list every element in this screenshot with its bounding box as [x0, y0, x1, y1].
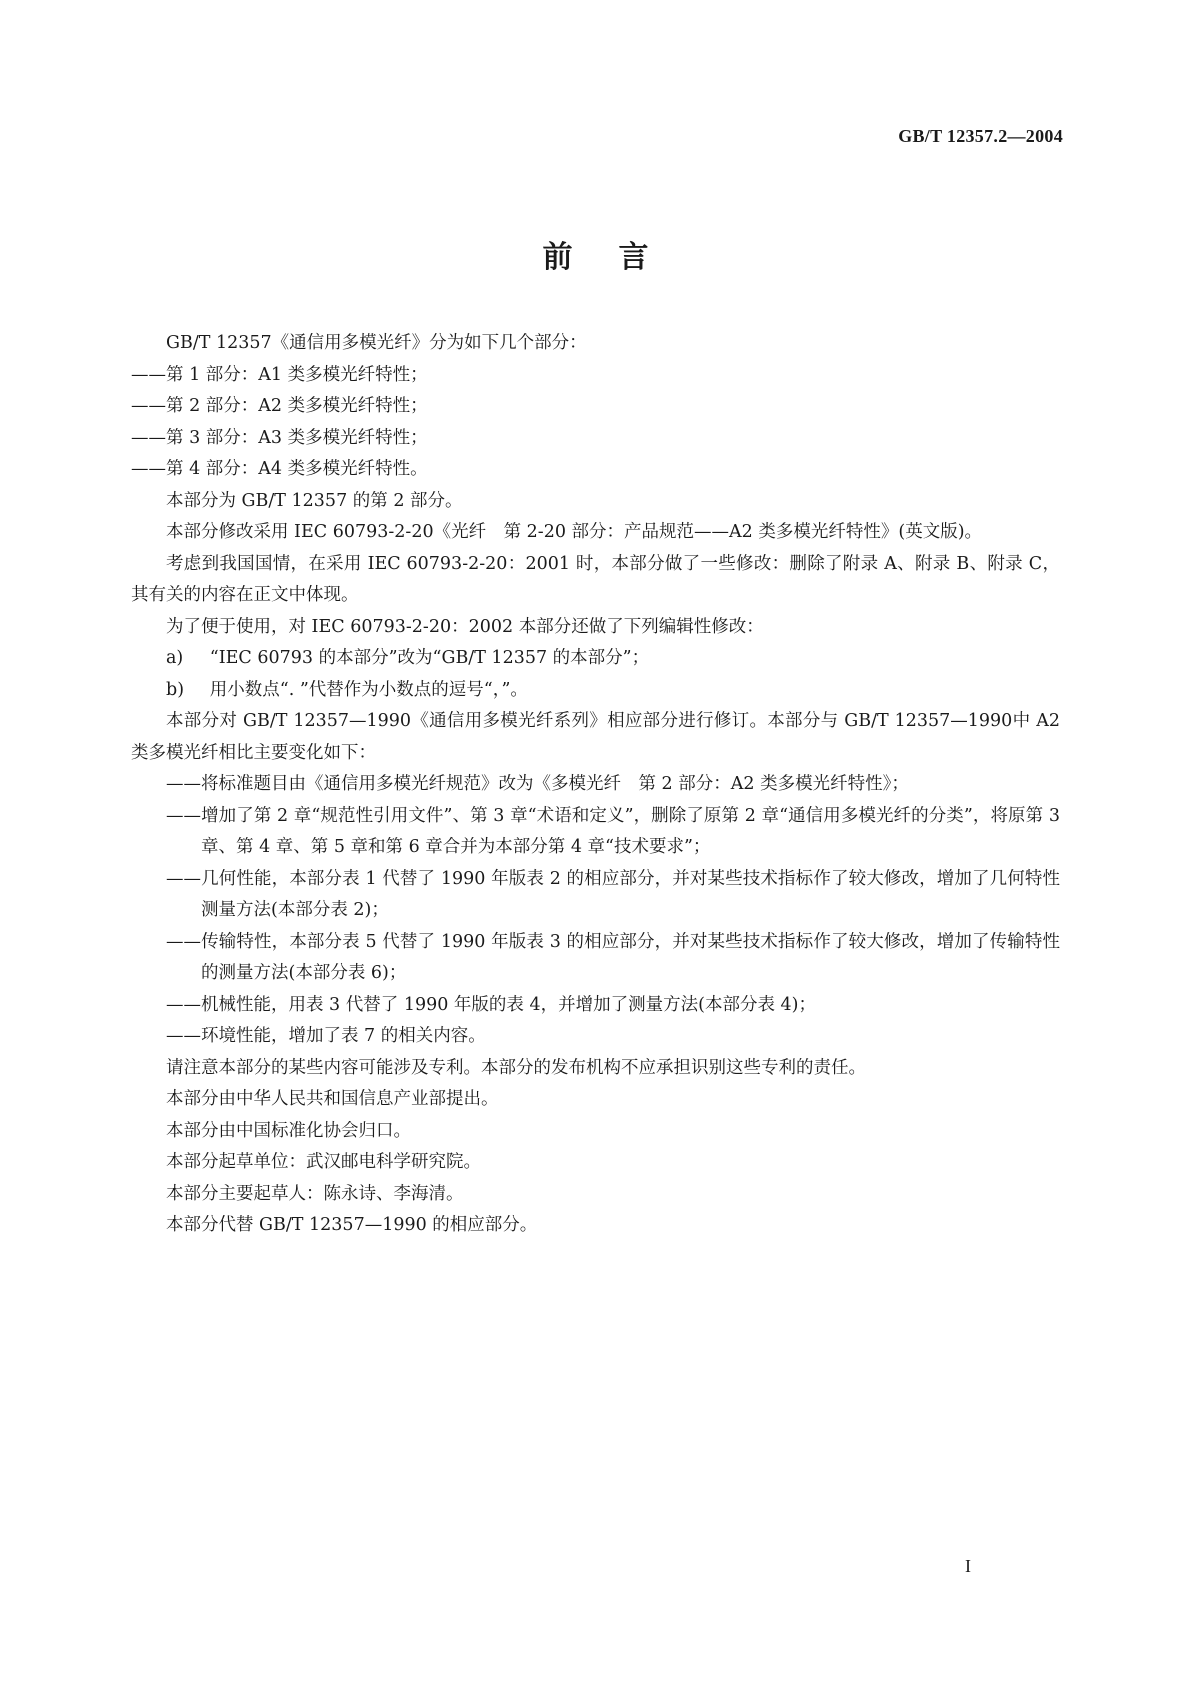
list-marker: b): [166, 679, 185, 700]
change-text: 增加了第 2 章“规范性引用文件”、第 3 章“术语和定义”，删除了原第 2 章“通信用多模光纤的分类”，将原第 3 章、第 4 章、第 5 章和第 6 章合并为本部分第 4 章“技术要求”；: [201, 805, 1060, 857]
patent-paragraph: 请注意本部分的某些内容可能涉及专利。本部分的发布机构不应承担识别这些专利的责任。: [166, 1057, 866, 1078]
change-list-item: [131, 769, 1060, 801]
edit-text: 用小数点“. ”代替作为小数点的逗号“，”。: [209, 679, 528, 700]
editorial-changes-paragraph: 为了便于使用，对 IEC 60793-2-20：2002 本部分还做了下列编辑性修改：: [166, 616, 764, 637]
dash-marker: ——: [166, 805, 201, 826]
dash-marker: ——: [131, 427, 166, 448]
change-text: 几何性能，本部分表 1 代替了 1990 年版表 2 的相应部分，并对某些技术指标作了较大修改，增加了几何特性测量方法(本部分表 2)；: [201, 868, 1060, 920]
revision-paragraph: 本部分对 GB/T 12357—1990《通信用多模光纤系列》相应部分进行修订。本部分与 GB/T 12357—1990中 A2 类多模光纤相比主要变化如下：: [131, 711, 1060, 763]
part-list-item: [131, 423, 1060, 455]
change-text: 将标准题目由《通信用多模光纤规范》改为《多模光纤 第 2 部分：A2 类多模光纤特性》；: [201, 774, 909, 794]
replaces-paragraph: 本部分代替 GB/T 12357—1990 的相应部分。: [166, 1215, 538, 1235]
drafting-unit-paragraph: 本部分起草单位：武汉邮电科学研究院。: [166, 1152, 481, 1172]
change-list-item: [131, 927, 1060, 990]
part-text: 第 4 部分：A4 类多模光纤特性。: [166, 459, 428, 479]
part-text: 第 1 部分：A1 类多模光纤特性；: [166, 364, 428, 385]
dash-marker: ——: [166, 774, 201, 794]
part-text: 第 2 部分：A2 类多模光纤特性；: [166, 396, 428, 416]
page-header: GB/T 12357.2—2004: [898, 126, 1063, 146]
change-text: 环境性能，增加了表 7 的相关内容。: [201, 1026, 486, 1046]
part-list-item: [131, 391, 1060, 423]
change-text: 机械性能，用表 3 代替了 1990 年版的表 4，并增加了测量方法(本部分表 4)；: [201, 994, 816, 1015]
modify-adoption-paragraph: 本部分修改采用 IEC 60793-2-20《光纤 第 2-20 部分：产品规范——A2 类多模光纤特性》(英文版)。: [166, 522, 983, 542]
drafters-paragraph: 本部分主要起草人：陈永诗、李海清。: [166, 1183, 464, 1204]
dash-marker: ——: [131, 396, 166, 416]
proposed-by-paragraph: 本部分由中华人民共和国信息产业部提出。: [166, 1089, 499, 1109]
dash-marker: ——: [131, 459, 166, 479]
page-title: 前言: [542, 240, 695, 275]
change-list-item: [131, 864, 1060, 927]
dash-marker: ——: [166, 994, 201, 1015]
national-conditions-paragraph: 考虑到我国国情，在采用 IEC 60793-2-20：2001 时，本部分做了一些修改：删除了附录 A、附录 B、附录 C，其有关的内容在正文中体现。: [131, 553, 1060, 605]
part-list-item: [131, 454, 1060, 486]
change-list-item: [131, 1021, 1060, 1053]
edit-list-item: [131, 643, 1060, 675]
change-text: 传输特性，本部分表 5 代替了 1990 年版表 3 的相应部分，并对某些技术指标作了较大修改，增加了传输特性的测量方法(本部分表 6)；: [201, 931, 1060, 983]
dash-marker: ——: [131, 364, 166, 385]
dash-marker: ——: [166, 1026, 201, 1046]
dash-marker: ——: [166, 868, 201, 889]
this-part-paragraph: 本部分为 GB/T 12357 的第 2 部分。: [166, 490, 463, 511]
page-number: I: [965, 1556, 971, 1576]
change-list-item: [131, 801, 1060, 864]
edit-list-item: [131, 675, 1060, 707]
change-list-item: [131, 990, 1060, 1022]
dash-marker: ——: [166, 931, 201, 952]
edit-text: “IEC 60793 的本部分”改为“GB/T 12357 的本部分”；: [209, 648, 650, 668]
part-text: 第 3 部分：A3 类多模光纤特性；: [166, 427, 428, 448]
list-marker: a): [166, 648, 184, 668]
intro-paragraph: GB/T 12357《通信用多模光纤》分为如下几个部分：: [166, 333, 587, 353]
foreword-content: [131, 328, 1060, 1242]
centralized-paragraph: 本部分由中国标准化协会归口。: [166, 1120, 411, 1141]
part-list-item: [131, 360, 1060, 392]
